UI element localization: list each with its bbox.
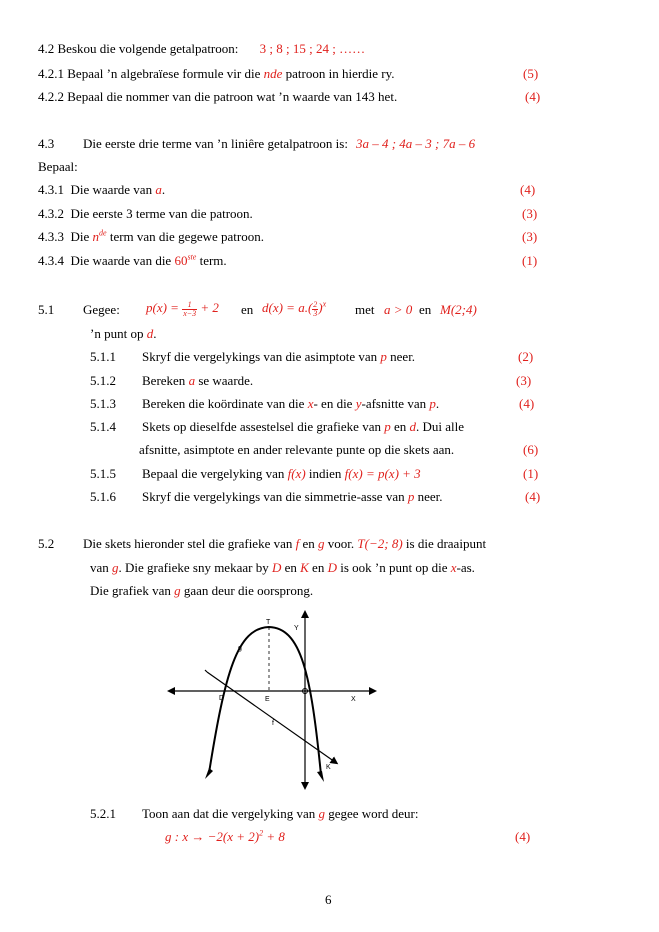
q5-1-5-eq: f(x) = p(x) + 3 — [344, 466, 421, 481]
q5-1-4-number: 5.1.4 — [90, 419, 116, 434]
q5-2-l2-c: en — [281, 560, 301, 575]
formula-tail: + 8 — [263, 829, 285, 844]
q4-3-3-var: n — [92, 229, 100, 244]
q5-1-4 — [142, 419, 464, 435]
q5-2-l2-a: van — [90, 560, 113, 575]
formula-main: g : x → −2(x + 2) — [165, 829, 260, 844]
q5-1-5 — [142, 466, 421, 482]
q4-3-3-text: Die — [70, 229, 93, 244]
line-f-start — [205, 670, 207, 672]
q5-1-4-var-d: d — [409, 419, 417, 434]
d-close: ) — [318, 300, 323, 315]
q5-2-line3 — [90, 583, 313, 599]
p-rest: + 2 — [197, 300, 219, 315]
q4-3-3-end: term van die gegewe patroon. — [106, 229, 264, 244]
q5-2-l3-a: Die grafiek van — [90, 583, 175, 598]
q5-1-5-mid: indien — [305, 466, 345, 481]
q4-3-3-marks: (3) — [522, 229, 538, 244]
label-E: E — [265, 696, 270, 703]
q5-2-l1-T: T(−2; 8) — [357, 536, 403, 551]
q4-3-2-text: Die eerste 3 terme van die patroon. — [70, 206, 253, 221]
q4-2-pattern: 3 ; 8 ; 15 ; 24 ; …… — [259, 41, 366, 56]
q5-1-5-text: Bepaal die vergelyking van — [142, 466, 288, 481]
q5-1-4-marks: (6) — [523, 442, 539, 457]
q5-1-3-var-p: p — [429, 396, 436, 411]
q5-2-l1-a: Die skets hieronder stel die grafieke van — [83, 536, 296, 551]
q5-2-l3-b: gaan deur die oorsprong. — [180, 583, 314, 598]
q4-3-intro — [83, 136, 475, 152]
q4-3-determine: Bepaal: — [38, 159, 78, 174]
q5-2-1-marks: (4) — [515, 829, 531, 844]
q4-3-number: 4.3 — [38, 136, 55, 151]
q5-2-l2-D2: D — [327, 560, 337, 575]
q5-1-2-text: Bereken — [142, 373, 189, 388]
q5-1-6-text: Skryf die vergelykings van die simmetrie-asse van — [142, 489, 408, 504]
q5-1-2 — [142, 373, 253, 389]
q4-3-3-number: 4.3.3 — [38, 229, 64, 244]
q5-1-cond: a > 0 — [384, 302, 413, 317]
q5-2-l2-f: -as. — [456, 560, 475, 575]
q5-2-1-number: 5.2.1 — [90, 806, 116, 821]
q4-3-4-var: 60 — [174, 253, 188, 268]
page-number: 6 — [325, 892, 332, 907]
q5-2-l2-D: D — [271, 560, 282, 575]
q5-1-3-end: . — [435, 396, 440, 411]
q5-1-line2 — [90, 326, 156, 342]
q4-3-terms: 3a – 4 ; 4a – 3 ; 7a – 6 — [355, 136, 476, 151]
q5-1-6-marks: (4) — [525, 489, 541, 504]
q4-3-2-number: 4.3.2 — [38, 206, 64, 221]
q4-3-4-sup: ste — [187, 252, 197, 262]
q5-1-en: en — [241, 302, 254, 317]
q4-2-1-var: nde — [263, 66, 283, 81]
q5-1-2-number: 5.1.2 — [90, 373, 116, 388]
q5-1-5-number: 5.1.5 — [90, 466, 116, 481]
q4-2-1 — [38, 66, 395, 82]
q4-3-2 — [38, 206, 253, 222]
parabola-g-arrow-right — [317, 771, 324, 782]
q5-1-line2-text: ’n punt op — [90, 326, 147, 341]
p-den: x−3 — [183, 308, 197, 318]
q5-2-1-formula — [165, 829, 285, 845]
q4-3-4 — [38, 253, 227, 269]
q5-1-d-function — [262, 300, 326, 318]
q5-1-given: Gegee: — [83, 302, 120, 317]
q4-3-4-number: 4.3.4 — [38, 253, 64, 268]
q5-1-4-end: . Dui alle — [416, 419, 465, 434]
q4-3-3 — [38, 229, 264, 245]
q5-1-4-mid: en — [390, 419, 410, 434]
formula-exp: 2 — [259, 828, 264, 838]
q5-2-l2-b: . Die grafieke sny mekaar by — [118, 560, 272, 575]
q4-2-2-marks: (4) — [525, 89, 541, 104]
graph-sketch — [165, 608, 385, 798]
q5-2-1-end: gegee word deur: — [324, 806, 419, 821]
q4-2-intro — [38, 41, 365, 57]
p-lhs: p(x) = — [146, 300, 183, 315]
q4-3-2-marks: (3) — [522, 206, 538, 221]
q5-2-l1-d: is die draaipunt — [402, 536, 487, 551]
q5-1-1-text: Skryf die vergelykings van die asimptote van — [142, 349, 381, 364]
q5-2-l2-d: en — [308, 560, 328, 575]
q5-1-3-mid: - en die — [313, 396, 356, 411]
q5-2-1-text: Toon aan dat die vergelyking van — [142, 806, 319, 821]
q5-1-5-f: f(x) — [287, 466, 306, 481]
q5-1-2-marks: (3) — [516, 373, 532, 388]
q5-1-3-var-y: y — [355, 396, 362, 411]
q5-1-3 — [142, 396, 439, 412]
q5-2-l1-g: g — [318, 536, 325, 551]
q4-2-1-marks: (5) — [523, 66, 539, 81]
q4-3-3-sup: de — [99, 228, 107, 238]
parabola-g-arrow-left — [205, 768, 213, 779]
q5-1-3-marks: (4) — [519, 396, 535, 411]
q5-1-3-number: 5.1.3 — [90, 396, 116, 411]
q5-1-6-var: p — [407, 489, 415, 504]
q5-2-l2-e: is ook ’n punt op die — [336, 560, 451, 575]
q5-2-l2-g: g — [112, 560, 119, 575]
q4-3-1-end: . — [161, 182, 166, 197]
d-lhs: d(x) = a.( — [262, 300, 313, 315]
q5-1-3-text: Bereken die koördinate van die — [142, 396, 308, 411]
q5-2-l1-f: f — [295, 536, 300, 551]
p-fraction — [182, 301, 197, 318]
q5-2-1-var: g — [318, 806, 325, 821]
q4-3-intro-text: Die eerste drie terme van ’n liniêre getalpatroon is: — [83, 136, 348, 151]
q5-1-point: M(2;4) — [440, 302, 477, 317]
d-den: 3 — [313, 308, 318, 318]
q5-1-6-number: 5.1.6 — [90, 489, 116, 504]
q5-2-line1 — [83, 536, 486, 552]
q5-1-1-end: neer. — [386, 349, 416, 364]
q5-2-l2-x: x — [450, 560, 457, 575]
label-g: g — [238, 645, 242, 652]
q5-2-l1-b: en — [299, 536, 319, 551]
label-Y: Y — [294, 625, 299, 632]
q5-1-p-function — [146, 300, 219, 318]
q4-3-4-end: term. — [196, 253, 227, 268]
label-D: D — [219, 695, 225, 702]
q5-1-4-var-p: p — [384, 419, 391, 434]
q4-3-1-var: a — [155, 182, 162, 197]
q5-2-l1-c: voor. — [324, 536, 358, 551]
q5-1-1 — [142, 349, 415, 365]
q5-1-6-end: neer. — [414, 489, 443, 504]
q5-1-3-mid2: -afsnitte van — [361, 396, 430, 411]
q4-3-1-number: 4.3.1 — [38, 182, 64, 197]
q5-1-6 — [142, 489, 443, 505]
q5-1-4-line2: afsnitte, asimptote en ander relevante punte op die skets aan. — [139, 442, 455, 457]
q5-1-4-text: Skets op dieselfde assestelsel die grafieke van — [142, 419, 385, 434]
q5-2-number: 5.2 — [38, 536, 55, 551]
q5-1-1-marks: (2) — [518, 349, 534, 364]
label-X: X — [351, 696, 356, 703]
q4-3-1-text: Die waarde van — [70, 182, 156, 197]
q5-2-l3-g: g — [174, 583, 181, 598]
label-K: K — [326, 764, 331, 771]
label-f: f — [272, 720, 274, 727]
q5-1-met: met — [355, 302, 375, 317]
q4-3-1 — [38, 182, 165, 198]
q5-1-number: 5.1 — [38, 302, 55, 317]
q5-1-1-number: 5.1.1 — [90, 349, 116, 364]
q4-2-intro-text: 4.2 Beskou die volgende getalpatroon: — [38, 41, 239, 56]
q5-1-line2-var: d — [146, 326, 154, 341]
label-T: T — [266, 619, 271, 626]
q5-1-5-marks: (1) — [523, 466, 539, 481]
d-num: 2 — [313, 299, 318, 309]
q4-2-1-text-end: patroon in hierdie ry. — [282, 66, 395, 81]
p-num: 1 — [182, 301, 197, 310]
q5-2-line2 — [90, 560, 475, 576]
q4-3-4-text: Die waarde van die — [70, 253, 175, 268]
d-exp: x — [322, 299, 327, 309]
q4-2-1-text: 4.2.1 Bepaal ’n algebraïese formule vir die — [38, 66, 264, 81]
q5-1-line2-end: . — [153, 326, 157, 341]
line-f — [207, 672, 335, 762]
q4-3-1-marks: (4) — [520, 182, 536, 197]
q4-2-2: 4.2.2 Bepaal die nommer van die patroon wat ’n waarde van 143 het. — [38, 89, 398, 104]
q5-2-1 — [142, 806, 418, 822]
q4-3-4-marks: (1) — [522, 253, 538, 268]
q5-2-l2-K: K — [300, 560, 309, 575]
q5-1-en2: en — [419, 302, 432, 317]
q5-1-2-end: se waarde. — [195, 373, 254, 388]
q5-1-1-var: p — [380, 349, 387, 364]
q5-1-2-var: a — [188, 373, 196, 388]
q5-1-3-var-x: x — [307, 396, 314, 411]
